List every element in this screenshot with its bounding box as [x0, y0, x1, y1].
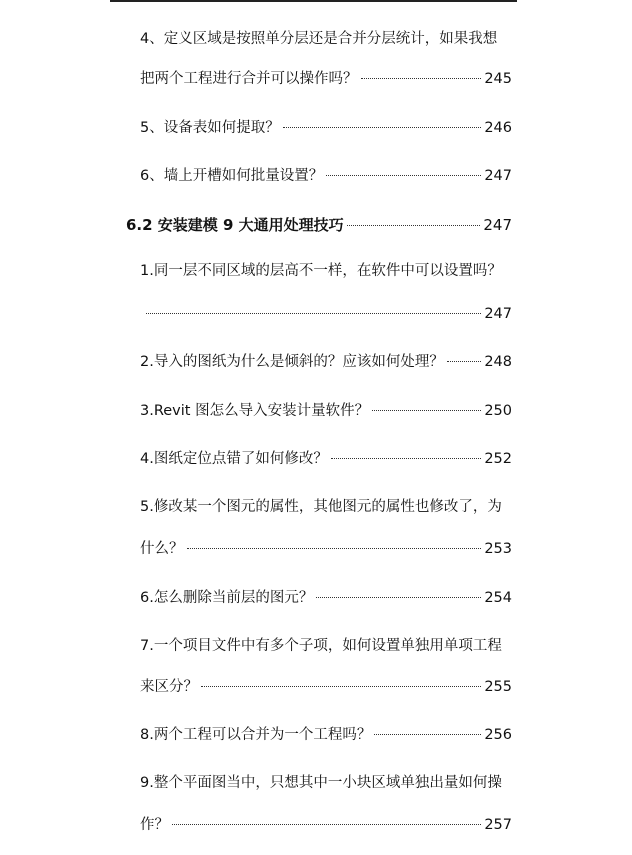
page-number: 247 [484, 168, 512, 184]
leader-dots [316, 597, 481, 598]
page-number: 253 [484, 541, 512, 557]
toc-entry-4-line1: 4、定义区域是按照单分层还是合并分层统计，如果我想 [140, 31, 498, 47]
leader-dots [187, 548, 482, 549]
toc-item-9-line2[interactable]: 作？ 257 [140, 812, 512, 838]
leader-dots [146, 313, 481, 314]
leader-dots [331, 458, 481, 459]
page-number: 256 [484, 727, 512, 743]
leader-dots [447, 361, 481, 362]
page-number: 257 [484, 817, 512, 833]
leader-dots [326, 175, 481, 176]
toc-item-7-line2[interactable]: 来区分？ 255 [140, 674, 512, 700]
toc-item-5-line2[interactable]: 什么？ 253 [140, 536, 512, 562]
toc-item-7-line1: 7.一个项目文件中有多个子项，如何设置单独用单项工程 [140, 638, 502, 654]
top-divider [110, 0, 517, 2]
page-number: 247 [484, 306, 512, 322]
page-number: 254 [484, 590, 512, 606]
leader-dots [374, 734, 481, 735]
page-number: 245 [484, 71, 512, 87]
toc-entry-5[interactable]: 5、设备表如何提取？ 246 [140, 115, 512, 141]
page-number: 250 [484, 403, 512, 419]
toc-item-1-line1: 1.同一层不同区域的层高不一样，在软件中可以设置吗？ [140, 263, 502, 279]
leader-dots [172, 824, 481, 825]
page-number: 255 [484, 679, 512, 695]
toc-item-5-line1: 5.修改某一个图元的属性，其他图元的属性也修改了，为 [140, 499, 502, 515]
page-number: 246 [484, 120, 512, 136]
page-number: 248 [484, 354, 512, 370]
toc-item-1-line2[interactable] [140, 301, 512, 327]
toc-item-4[interactable]: 4.图纸定位点错了如何修改？ 252 [140, 446, 512, 472]
toc-item-6[interactable]: 6.怎么删除当前层的图元？ 254 [140, 585, 512, 611]
toc-entry-6[interactable]: 6、墙上开槽如何批量设置？ 247 [140, 163, 512, 189]
toc-section-6-2[interactable]: 6.2 安装建模 9 大通用处理技巧 247 [126, 212, 512, 238]
toc-entry-4-line2[interactable]: 把两个工程进行合并可以操作吗？ 245 [140, 66, 512, 92]
leader-dots [361, 78, 482, 79]
leader-dots [347, 225, 481, 226]
toc-item-3[interactable]: 3.Revit 图怎么导入安装计量软件？ 250 [140, 398, 512, 424]
leader-dots [201, 686, 481, 687]
toc-item-8[interactable]: 8.两个工程可以合并为一个工程吗？ 256 [140, 722, 512, 748]
page-number: 247 [483, 216, 512, 234]
page-number: 252 [484, 451, 512, 467]
toc-item-9-line1: 9.整个平面图当中，只想其中一小块区域单独出量如何操 [140, 775, 502, 791]
leader-dots [372, 410, 481, 411]
toc-item-2[interactable]: 2.导入的图纸为什么是倾斜的？应该如何处理？ 248 [140, 349, 512, 375]
leader-dots [283, 127, 482, 128]
